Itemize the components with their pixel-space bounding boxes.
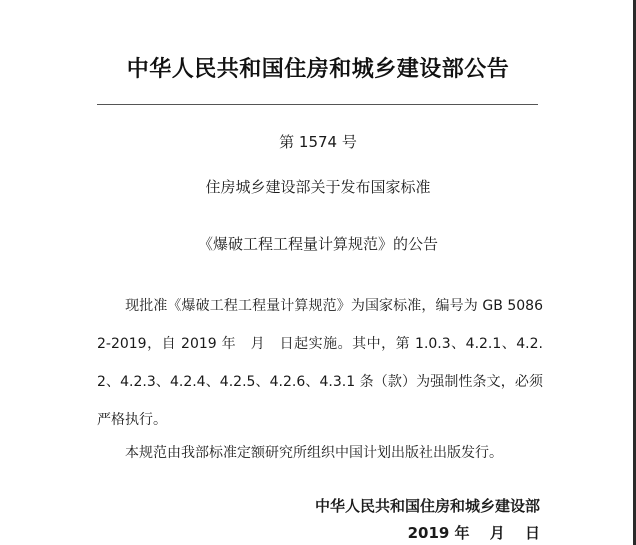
- subject-line-2: 《爆破工程工程量计算规范》的公告: [197, 235, 438, 253]
- heading-divider: [97, 104, 538, 105]
- body-paragraph: [97, 287, 543, 439]
- body-text: 现批准《爆破工程工程量计算规范》为国家标准，编号为 GB 50862-2019，自 2019 年 月 日起实施。其中，第 1.0.3、4.2.1、4.2.2、4.2.3、4.2.4、4.2.5、4.2.6、4.3.1 条（款）为强制性条文，必须严格执行。: [97, 298, 543, 428]
- document-number: 第 1574 号: [279, 133, 357, 151]
- publish-note-text: 本规范由我部标准定额研究所组织中国计划出版社出版发行。: [125, 445, 503, 461]
- announcement-heading: 中华人民共和国住房和城乡建设部公告: [126, 57, 510, 82]
- subject-line-1: 住房城乡建设部关于发布国家标准: [205, 178, 431, 196]
- issuer-signature: 中华人民共和国住房和城乡建设部: [314, 497, 540, 515]
- issue-date: 2019 年 月 日: [407, 524, 540, 542]
- publish-note: [97, 438, 543, 468]
